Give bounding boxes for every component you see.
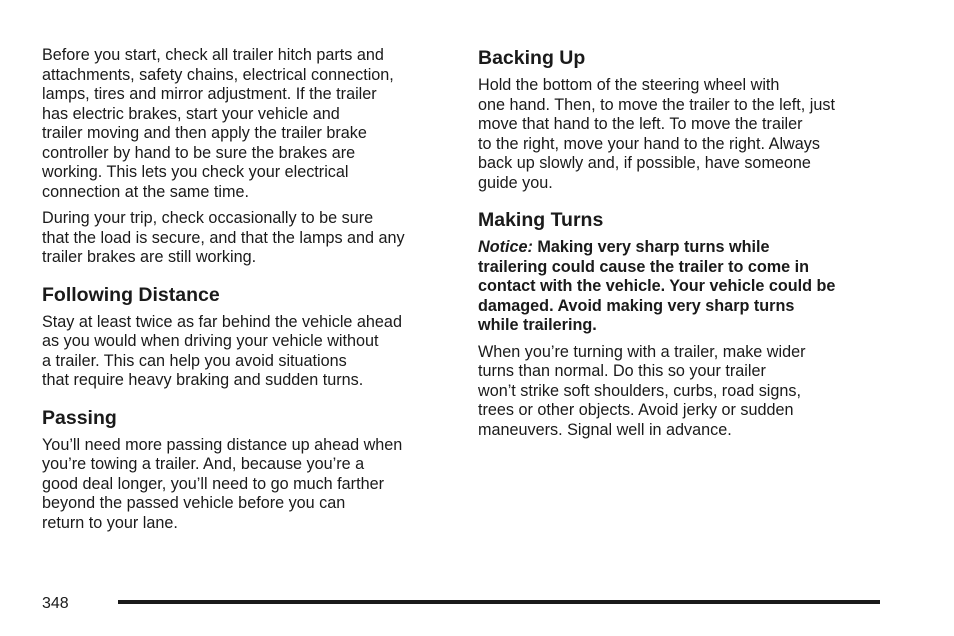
notice-label: Notice: xyxy=(478,238,533,256)
following-distance-heading: Following Distance xyxy=(42,283,220,306)
backing-up-paragraph: Hold the bottom of the steering wheel with one hand. Then, to move the trailer to the left, just move that hand to the left. To move the trailer to the right, move your hand to the right. Always back up slowly and, if possible, have someone guide you. xyxy=(478,76,835,192)
right-column xyxy=(478,46,888,440)
passing-paragraph: You’ll need more passing distance up ahead when you’re towing a trailer. And, because you’re a good deal longer, you’ll need to go much farther beyond the passed vehicle before you can return to your lane. xyxy=(42,435,403,532)
footer-rule xyxy=(118,600,880,604)
notice-text: Making very sharp turns while trailering could cause the trailer to come in contact with the vehicle. Your vehicle could be damaged. Avoid making very sharp turns while trailering. xyxy=(478,238,836,334)
during-trip-paragraph: During your trip, check occasionally to be sure that the load is secure, and that the lamps and any trailer brakes are still working. xyxy=(42,209,405,266)
backing-up-heading: Backing Up xyxy=(478,47,586,69)
pre-trip-check-paragraph: Before you start, check all trailer hitch parts and attachments, safety chains, electrical connection, lamps, tires and mirror adjustment. If the trailer has electric brakes, start your vehicle and trailer moving and then apply the trailer brake controller by hand to be sure the brakes are working. This lets you check your electrical connection at the same time. xyxy=(42,46,394,201)
notice-block xyxy=(478,238,888,336)
left-column xyxy=(42,46,452,533)
passing-heading: Passing xyxy=(42,406,117,429)
page-number: 348 xyxy=(42,595,69,612)
making-turns-paragraph: When you’re turning with a trailer, make wider turns than normal. Do this so your trailer won’t strike soft shoulders, curbs, road signs, trees or other objects. Avoid jerky or sudden maneuvers. Signal well in advance. xyxy=(478,342,806,439)
making-turns-heading: Making Turns xyxy=(478,209,604,231)
following-distance-paragraph: Stay at least twice as far behind the vehicle ahead as you would when driving your vehicle without a trailer. This can help you avoid situations that require heavy braking and sudden turns. xyxy=(42,312,402,389)
